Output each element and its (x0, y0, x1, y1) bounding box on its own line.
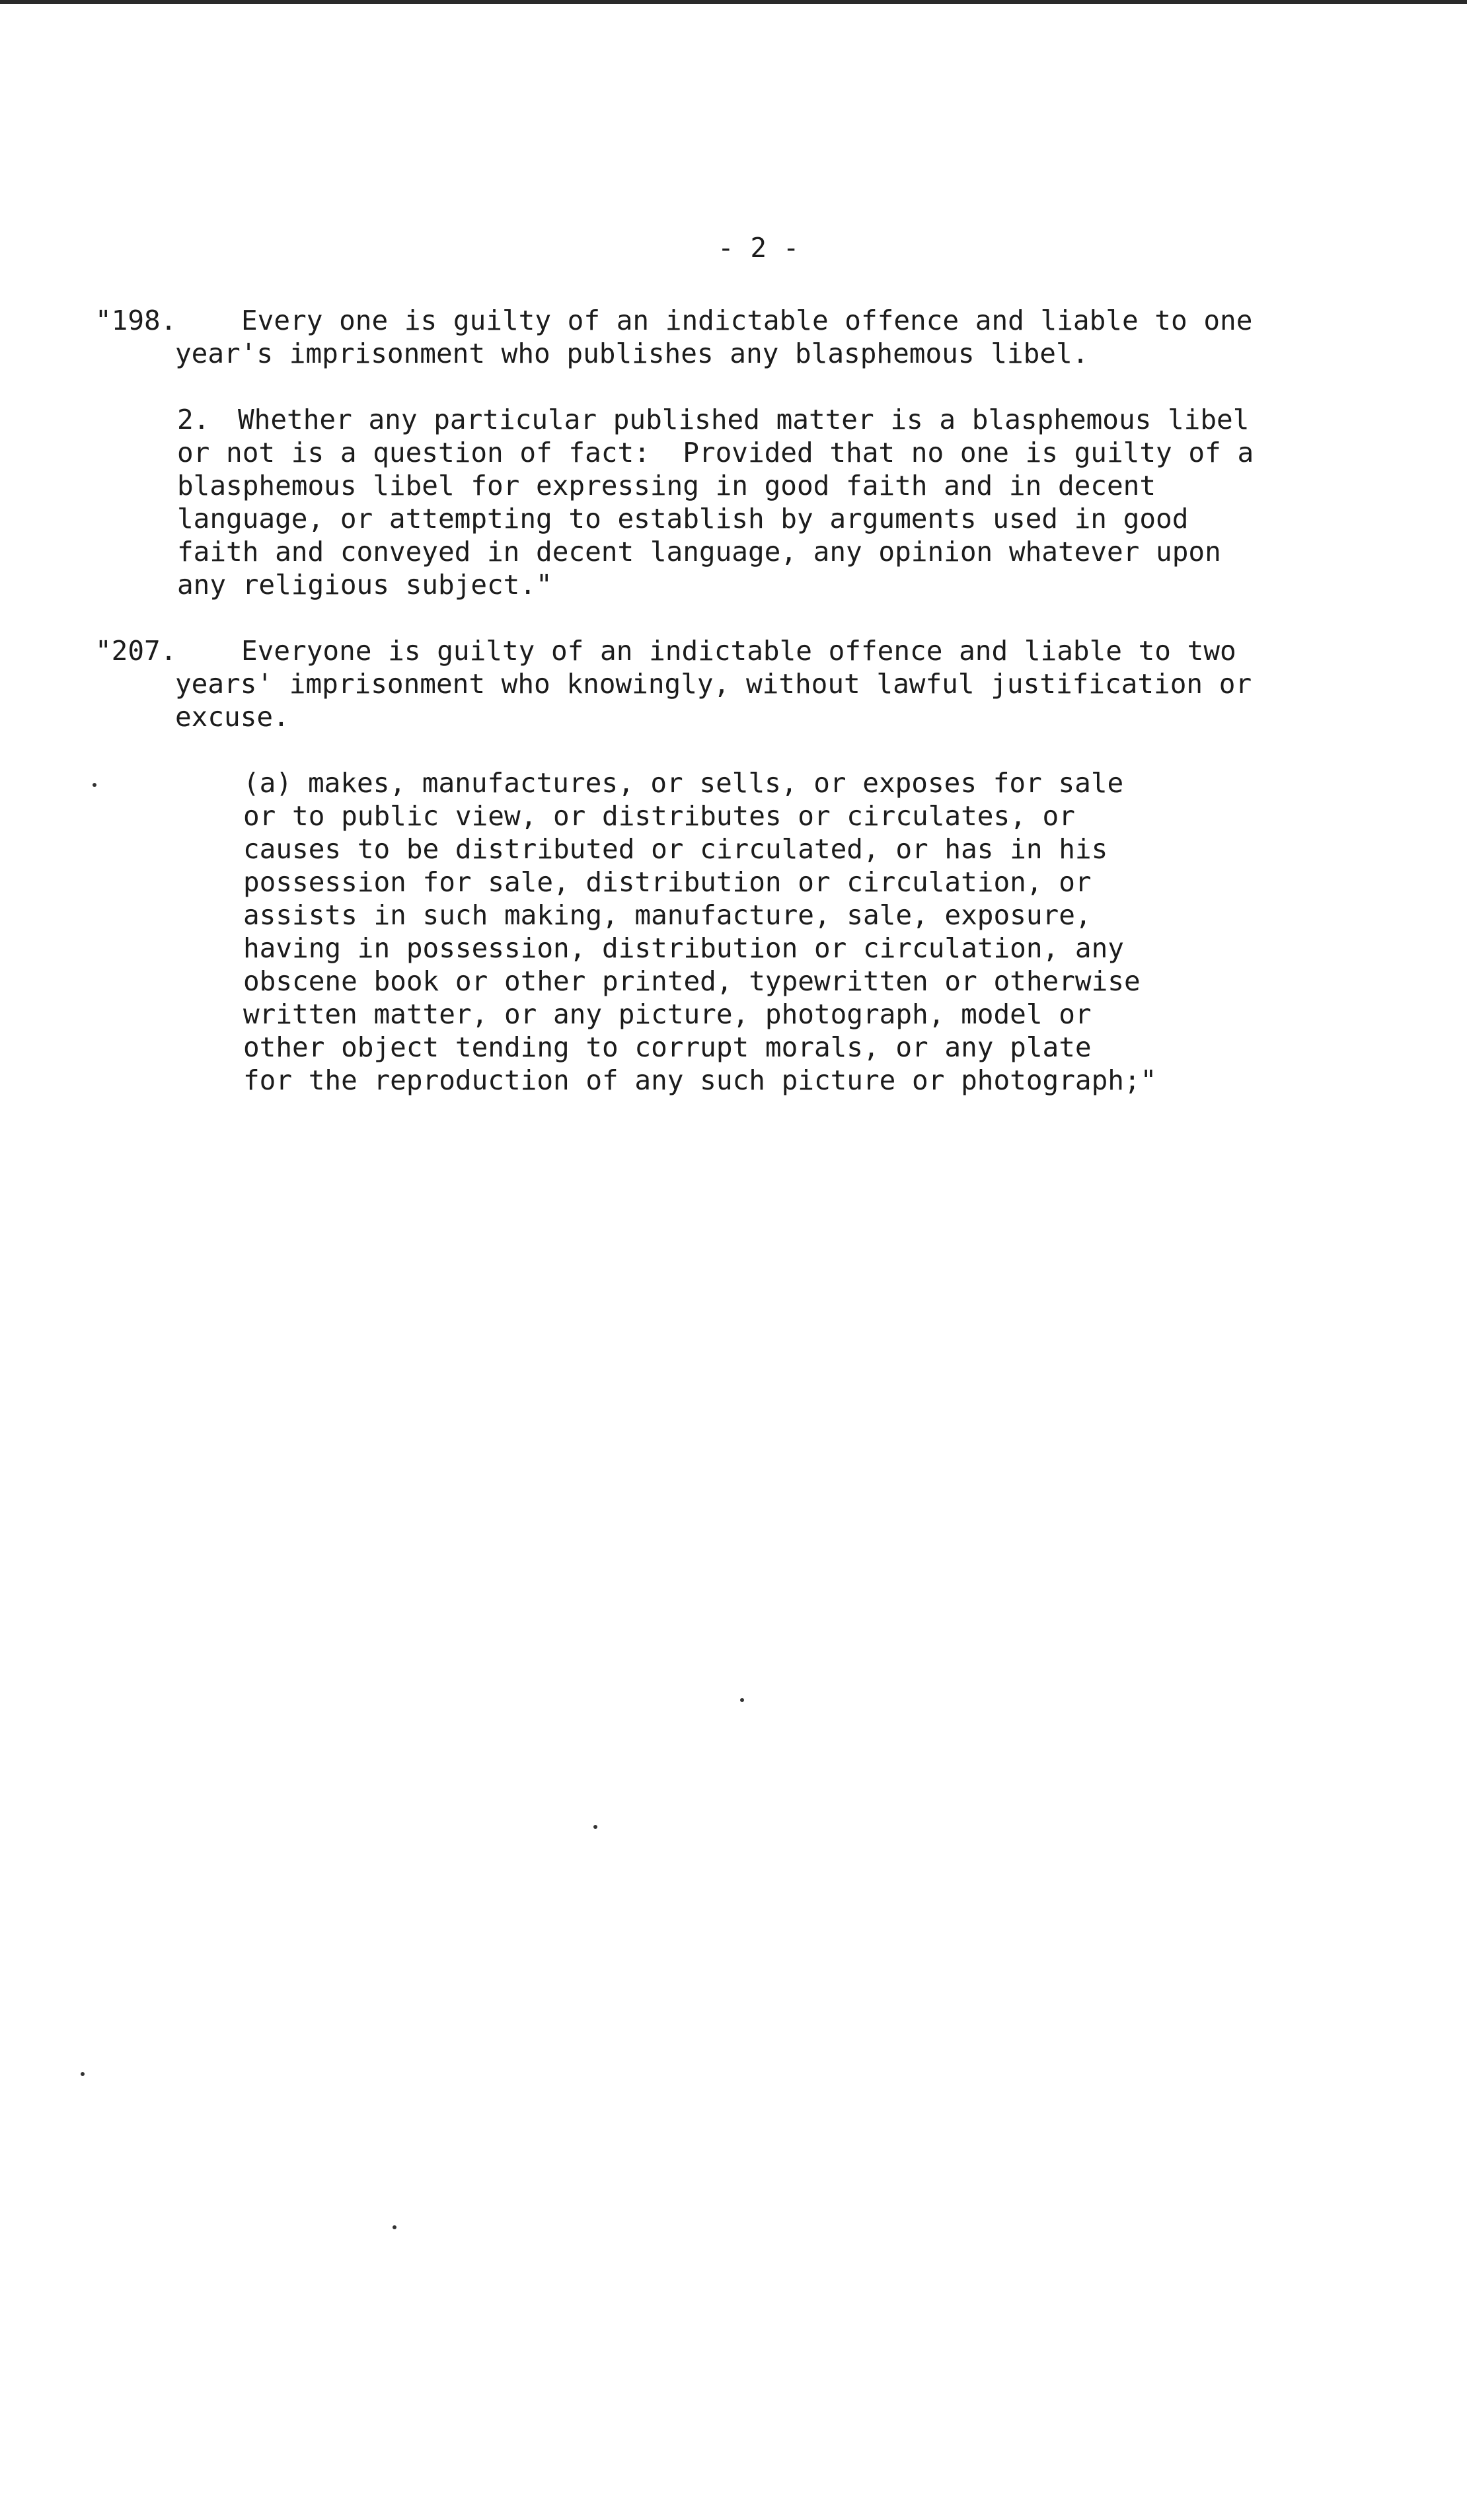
clause-a-line: or to public view, or distributes or circulates, or (243, 800, 1075, 832)
section-207-number: "207. (95, 635, 177, 667)
subsection-2-line: or not is a question of fact: Provided that no one is guilty of a (177, 437, 1254, 468)
scan-speck (93, 783, 96, 787)
clause-a-line: obscene book or other printed, typewritten or otherwise (243, 965, 1141, 997)
subsection-2-line: any religious subject." (177, 569, 552, 601)
section-207-line: years' imprisonment who knowingly, without lawful justification or (175, 668, 1252, 700)
clause-a-line: other object tending to corrupt morals, or any plate (243, 1031, 1092, 1063)
top-rule (0, 0, 1467, 4)
clause-a-line: for the reproduction of any such picture or photograph;" (243, 1064, 1157, 1096)
section-207-line: excuse. (175, 701, 289, 733)
section-198-number: "198. (95, 305, 177, 336)
page-number: - 2 - (718, 232, 800, 264)
scan-speck (393, 2225, 396, 2229)
scan-speck (740, 1698, 744, 1702)
clause-a-line: causes to be distributed or circulated, or has in his (243, 833, 1108, 865)
clause-a-line: possession for sale, distribution or circulation, or (243, 866, 1092, 898)
subsection-2-line: Whether any particular published matter is a blasphemous libel (238, 404, 1250, 435)
clause-a-label: (a) (243, 767, 293, 799)
scan-speck (593, 1825, 597, 1829)
section-207-line: Everyone is guilty of an indictable offence and liable to two (241, 635, 1236, 667)
subsection-2-number: 2. (177, 404, 210, 435)
clause-a-line: makes, manufactures, or sells, or exposes for sale (308, 767, 1124, 799)
scan-speck (81, 2072, 85, 2076)
section-198-line: Every one is guilty of an indictable offence and liable to one (241, 305, 1253, 336)
clause-a-line: written matter, or any picture, photograph, model or (243, 998, 1092, 1030)
subsection-2-line: language, or attempting to establish by arguments used in good (177, 503, 1189, 535)
subsection-2-line: blasphemous libel for expressing in good faith and in decent (177, 470, 1156, 501)
section-198-line: year's imprisonment who publishes any blasphemous libel. (175, 338, 1089, 369)
clause-a-line: having in possession, distribution or circulation, any (243, 932, 1124, 964)
clause-a-line: assists in such making, manufacture, sale, exposure, (243, 899, 1092, 931)
subsection-2-line: faith and conveyed in decent language, any opinion whatever upon (177, 536, 1221, 568)
